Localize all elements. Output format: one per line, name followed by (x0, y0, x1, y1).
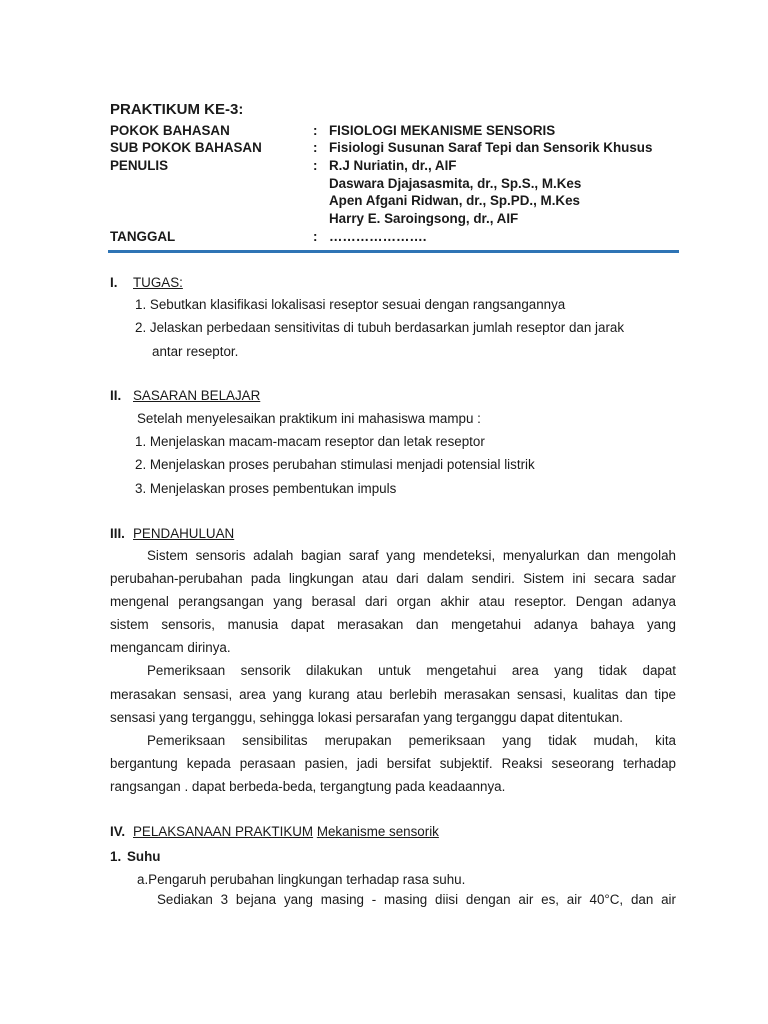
list-item: 3. Menjelaskan proses pembentukan impuls (135, 481, 397, 496)
meta-label-tanggal: TANGGAL (110, 229, 176, 244)
paragraph-line: sistem sensoris, manusia dapat merasakan dan mengetahui adanya bahaya yang (110, 617, 676, 633)
paragraph-line: Pemeriksaan sensibilitas merupakan pemeriksaan yang tidak mudah, kita (147, 732, 676, 748)
meta-label-penulis: PENULIS (110, 158, 169, 173)
practicum-title: PRAKTIKUM KE-3: (110, 101, 244, 118)
subsection-number: 1. (110, 849, 122, 864)
meta-colon: : (313, 158, 318, 173)
list-item: 2. Jelaskan perbedaan sensitivitas di tubuh berdasarkan jumlah reseptor dan jarak (135, 320, 625, 335)
header-divider (108, 250, 679, 253)
section-subtitle: Mekanisme sensorik (316, 824, 439, 839)
meta-value-penulis-3: Apen Afgani Ridwan, dr., Sp.PD., M.Kes (329, 193, 580, 208)
meta-value-sub-pokok: Fisiologi Susunan Saraf Tepi dan Sensorik Khusus (329, 140, 653, 155)
paragraph-line: mengenal perangsangan yang berasal dari organ akhir atau reseptor. Dengan adanya (110, 594, 676, 610)
list-item: 1. Sebutkan klasifikasi lokalisasi reseptor sesuai dengan rangsangannya (135, 297, 566, 312)
meta-label-pokok: POKOK BAHASAN (110, 123, 230, 138)
section-pelaksanaan-heading (110, 824, 439, 839)
section-number: II. (110, 388, 122, 403)
paragraph-line: rangsangan . dapat berbeda-beda, tergangtung pada keadaannya. (110, 778, 506, 794)
paragraph-line: Pemeriksaan sensorik dilakukan untuk mengetahui area yang tidak dapat (147, 663, 676, 679)
list-item-continuation: antar reseptor. (152, 344, 239, 359)
paragraph (110, 544, 676, 798)
section-title: PELAKSANAAN PRAKTIKUM (133, 824, 314, 839)
subsection-item: a.Pengaruh perubahan lingkungan terhadap rasa suhu. (137, 872, 466, 887)
subsection-title: Suhu (127, 849, 161, 864)
paragraph-line: Sistem sensoris adalah bagian saraf yang mendeteksi, menyalurkan dan mengolah (147, 548, 676, 563)
section-title: TUGAS: (133, 275, 183, 290)
section-number: IV. (110, 824, 126, 839)
meta-value-penulis-2: Daswara Djajasasmita, dr., Sp.S., M.Kes (329, 176, 582, 191)
meta-label-sub-pokok: SUB POKOK BAHASAN (110, 140, 262, 155)
paragraph-line: bergantung kepada perasaan pasien, jadi bersifat subjektif. Reaksi seseorang terhadap (110, 755, 676, 771)
section-title: PENDAHULUAN (133, 526, 235, 541)
paragraph-line: merasakan sensasi, area yang kurang atau berlebih merasakan sensasi, kualitas dan tipe (110, 686, 676, 702)
meta-value-penulis-1: R.J Nuriatin, dr., AIF (329, 158, 457, 173)
meta-value-penulis-4: Harry E. Saroingsong, dr., AIF (329, 211, 519, 226)
paragraph-line: perubahan-perubahan pada lingkungan atau dari dalam sendiri. Sistem ini secara sadar (110, 571, 676, 587)
paragraph-line: Sediakan 3 bejana yang masing - masing diisi dengan air es, air 40°C, dan air (157, 892, 676, 907)
section-tugas-heading (110, 275, 183, 290)
section-number: I. (110, 275, 118, 290)
meta-colon: : (313, 123, 318, 138)
meta-value-pokok: FISIOLOGI MEKANISME SENSORIS (329, 123, 556, 138)
paragraph (110, 888, 676, 911)
paragraph-line: mengancam dirinya. (110, 640, 231, 656)
subsection-heading (110, 849, 160, 864)
meta-colon: : (313, 229, 318, 244)
section-intro: Setelah menyelesaikan praktikum ini mahasiswa mampu : (137, 411, 481, 426)
section-sasaran-heading (110, 388, 260, 403)
section-title: SASARAN BELAJAR (133, 388, 261, 403)
list-item: 1. Menjelaskan macam-macam reseptor dan letak reseptor (135, 434, 485, 449)
section-number: III. (110, 526, 125, 541)
meta-colon: : (313, 140, 318, 155)
meta-value-tanggal: …………………. (329, 229, 427, 244)
section-pendahuluan-heading (110, 526, 234, 541)
list-item: 2. Menjelaskan proses perubahan stimulasi menjadi potensial listrik (135, 457, 535, 472)
paragraph-line: sensasi yang terganggu, sehingga lokasi persarafan yang terganggu dapat ditentukan. (110, 709, 623, 725)
